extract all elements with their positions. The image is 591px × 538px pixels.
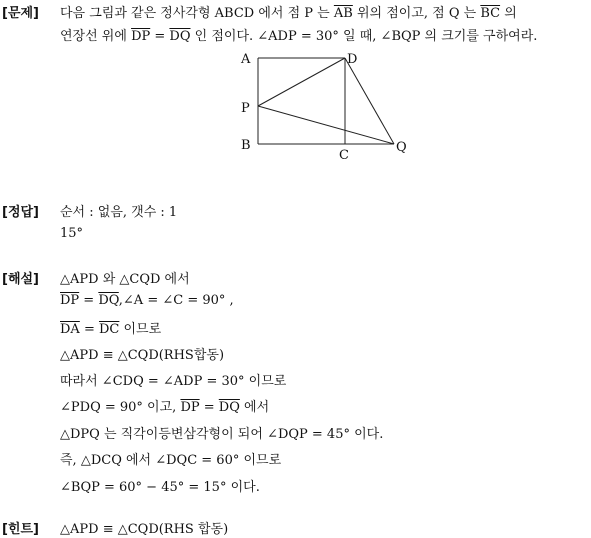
segment-dp: $\overline{DP}$: [60, 293, 80, 308]
problem-text: 다음 그림과 같은 정사각형 ABCD 에서 점 P 는: [60, 6, 334, 21]
solution-tag: [해설]: [2, 272, 39, 287]
segment-dc: $\overline{DC}$: [98, 322, 120, 337]
label-c: C: [339, 148, 349, 163]
answer-value: 15°: [60, 226, 84, 241]
segment-dp-line: [258, 58, 345, 106]
label-d: D: [347, 52, 358, 67]
segment-dq: $\overline{DQ}$: [169, 29, 191, 44]
segment-dq-line: [345, 58, 394, 144]
solution-line-2: [60, 293, 234, 308]
segment-dq: $\overline{DQ}$: [98, 293, 119, 308]
label-p: P: [241, 101, 250, 116]
problem-text: 인 점이다. ∠ADP = 30° 일 때, ∠BQP 의 크기를 구하여라.: [190, 29, 538, 44]
label-b: B: [241, 138, 251, 153]
solution-text: =: [79, 322, 99, 337]
solution-line-6: [60, 396, 269, 415]
problem-text: 의: [500, 6, 517, 21]
solution-text: ,∠A = ∠C = 90° ,: [118, 293, 234, 308]
label-q: Q: [396, 140, 407, 155]
solution-line-4: △APD ≡ △CQD(RHS합동): [60, 348, 225, 363]
segment-dp: $\overline{DP}$: [180, 400, 200, 415]
problem-text: 연장선 위에: [60, 29, 132, 44]
answer-line-1: 순서 : 없음, 갯수 : 1: [60, 205, 178, 220]
problem-text: 위의 점이고, 점 Q 는: [352, 6, 481, 21]
solution-text: 이므로: [119, 322, 162, 337]
solution-text: 에서: [239, 400, 270, 415]
solution-line-1: △APD 와 △CQD 에서: [60, 272, 190, 287]
segment-dq: $\overline{DQ}$: [218, 400, 240, 415]
solution-line-5: 따라서 ∠CDQ = ∠ADP = 30° 이므로: [60, 374, 287, 389]
answer-tag: [정답]: [2, 205, 39, 220]
solution-text: ∠PDQ = 90° 이고,: [60, 400, 181, 415]
solution-line-8: 즉, △DCQ 에서 ∠DQC = 60° 이므로: [60, 453, 282, 468]
segment-da: $\overline{DA}$: [60, 322, 80, 337]
segment-ab: $\overline{AB}$: [333, 6, 353, 21]
solution-line-3: [60, 318, 161, 337]
segment-bc: $\overline{BC}$: [480, 6, 501, 21]
solution-line-7: △DPQ 는 직각이등변삼각형이 되어 ∠DQP = 45° 이다.: [60, 427, 384, 442]
hint-tag: [힌트]: [2, 522, 39, 537]
solution-text: =: [199, 400, 219, 415]
segment-pq-line: [258, 106, 394, 144]
segment-dp: $\overline{DP}$: [131, 29, 151, 44]
label-a: A: [241, 52, 251, 67]
hint-text: △APD ≡ △CQD(RHS 합동): [60, 522, 229, 537]
problem-text: =: [150, 29, 170, 44]
problem-tag: [문제]: [2, 6, 39, 21]
solution-text: =: [79, 293, 99, 308]
solution-line-9: ∠BQP = 60° − 45° = 15° 이다.: [60, 480, 260, 495]
square-abcd: [258, 58, 394, 144]
